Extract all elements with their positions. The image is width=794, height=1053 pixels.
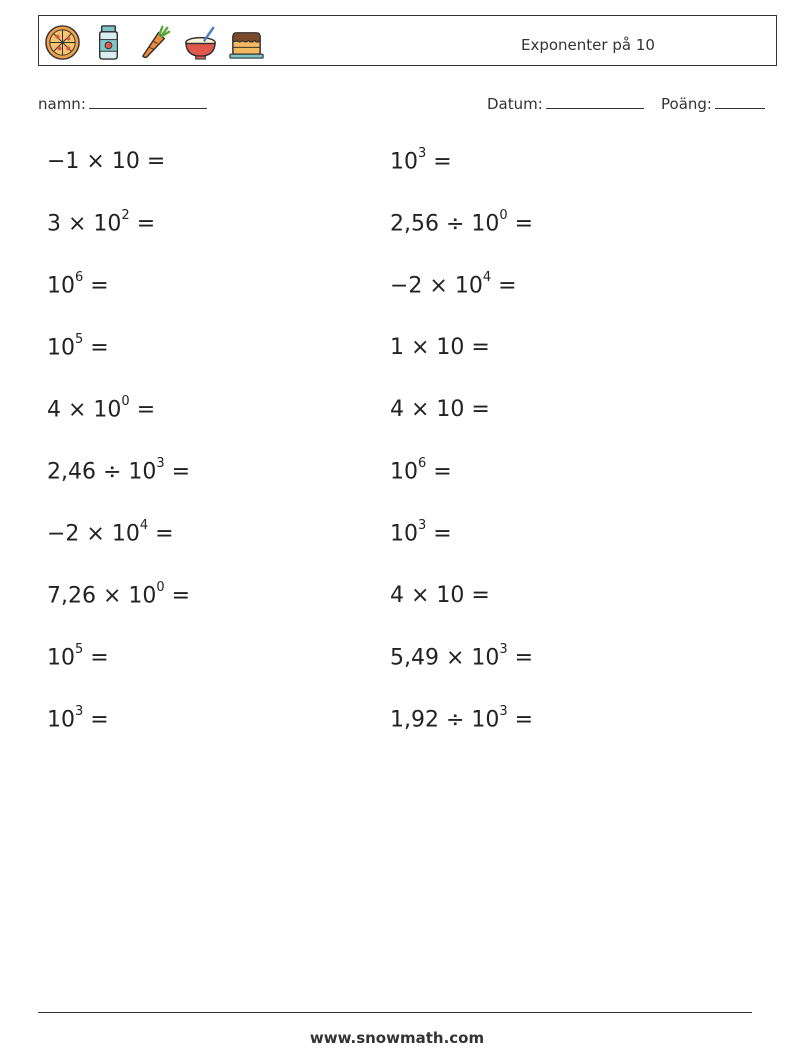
problem-base: 10 <box>390 459 418 485</box>
problem-left-2 <box>47 208 156 237</box>
problem-base: 10 <box>47 645 75 671</box>
problem-left-4 <box>47 332 109 361</box>
problem-base: 1 × 10 <box>390 335 465 360</box>
problem-equals: = <box>83 707 109 733</box>
worksheet-title: Exponenter på 10 <box>521 36 655 54</box>
problem-exponent: 0 <box>121 394 130 409</box>
problem-right-10 <box>390 704 534 733</box>
name-field <box>38 94 207 113</box>
problem-base: −2 × 10 <box>390 273 483 299</box>
rice-bowl-icon <box>181 23 220 62</box>
problem-equals: = <box>83 273 109 299</box>
problem-base: 7,26 × 10 <box>47 583 157 609</box>
problem-right-9 <box>390 642 534 671</box>
problem-exponent: 4 <box>139 518 149 533</box>
problem-right-7 <box>390 518 452 547</box>
problem-left-10 <box>47 704 109 733</box>
problem-equals: = <box>491 273 517 299</box>
problem-equals: = <box>83 645 109 671</box>
problem-equals: = <box>426 521 452 547</box>
problem-equals: = <box>507 707 534 733</box>
problem-equals: = <box>139 149 166 174</box>
problem-base: 2,46 ÷ 10 <box>47 459 157 485</box>
problem-equals: = <box>129 211 156 237</box>
carrot-icon <box>135 23 174 62</box>
problem-exponent: 3 <box>75 704 84 719</box>
problem-exponent: 3 <box>499 642 508 657</box>
problem-exponent: 2 <box>121 208 130 223</box>
worksheet-header <box>38 15 777 66</box>
footer-divider <box>38 1012 752 1013</box>
problem-equals: = <box>83 335 109 361</box>
date-label: Datum: <box>487 95 543 113</box>
problem-right-2 <box>390 208 534 237</box>
problem-equals: = <box>464 397 490 422</box>
problem-equals: = <box>464 335 490 360</box>
problem-right-3 <box>390 270 517 299</box>
problem-equals: = <box>164 459 191 485</box>
problem-exponent: 0 <box>156 580 165 595</box>
problem-left-3 <box>47 270 109 299</box>
problem-base: 1,92 ÷ 10 <box>390 707 500 733</box>
jam-jar-icon <box>89 23 128 62</box>
problem-equals: = <box>426 459 452 485</box>
pizza-icon <box>43 23 82 62</box>
problem-base: 4 × 10 <box>47 397 122 423</box>
problem-base: 4 × 10 <box>390 397 465 422</box>
problem-left-9 <box>47 642 109 671</box>
problem-base: 5,49 × 10 <box>390 645 500 671</box>
problem-base: 10 <box>47 335 75 361</box>
problem-exponent: 3 <box>499 704 508 719</box>
problem-right-8 <box>390 583 490 608</box>
problem-exponent: 5 <box>75 332 84 347</box>
problem-equals: = <box>507 211 534 237</box>
problem-exponent: 6 <box>75 270 84 285</box>
problem-equals: = <box>464 583 490 608</box>
problem-base: 4 × 10 <box>390 583 465 608</box>
problem-equals: = <box>426 149 452 175</box>
problem-base: 10 <box>390 149 418 175</box>
problem-equals: = <box>129 397 156 423</box>
score-field <box>661 94 765 113</box>
problem-base: 10 <box>47 273 75 299</box>
score-label: Poäng: <box>661 95 712 113</box>
problem-base: −2 × 10 <box>47 521 140 547</box>
problem-left-5 <box>47 394 156 423</box>
food-icons <box>43 23 266 62</box>
problem-base: 3 × 10 <box>47 211 122 237</box>
problem-right-5 <box>390 397 490 422</box>
problem-left-7 <box>47 518 174 547</box>
problem-left-1 <box>47 149 165 174</box>
problem-left-6 <box>47 456 191 485</box>
problem-right-1 <box>390 146 452 175</box>
cake-icon <box>227 23 266 62</box>
problem-exponent: 3 <box>418 146 427 161</box>
problem-left-8 <box>47 580 191 609</box>
problem-equals: = <box>148 521 174 547</box>
score-line[interactable] <box>715 94 765 109</box>
date-line[interactable] <box>546 94 644 109</box>
footer-website: www.snowmath.com <box>309 1029 485 1047</box>
problem-exponent: 5 <box>75 642 84 657</box>
problem-right-6 <box>390 456 452 485</box>
problem-exponent: 3 <box>418 518 427 533</box>
problem-base: 2,56 ÷ 10 <box>390 211 500 237</box>
name-line[interactable] <box>89 94 207 109</box>
problem-right-4 <box>390 335 490 360</box>
problem-base: 10 <box>47 707 75 733</box>
problem-base: 10 <box>390 521 418 547</box>
problem-exponent: 6 <box>418 456 427 471</box>
date-field <box>487 94 644 113</box>
problem-base: −1 × 10 <box>47 149 140 174</box>
problem-exponent: 0 <box>499 208 508 223</box>
problem-exponent: 4 <box>482 270 492 285</box>
problem-equals: = <box>164 583 191 609</box>
problem-equals: = <box>507 645 534 671</box>
name-label: namn: <box>38 95 86 113</box>
problem-exponent: 3 <box>156 456 165 471</box>
